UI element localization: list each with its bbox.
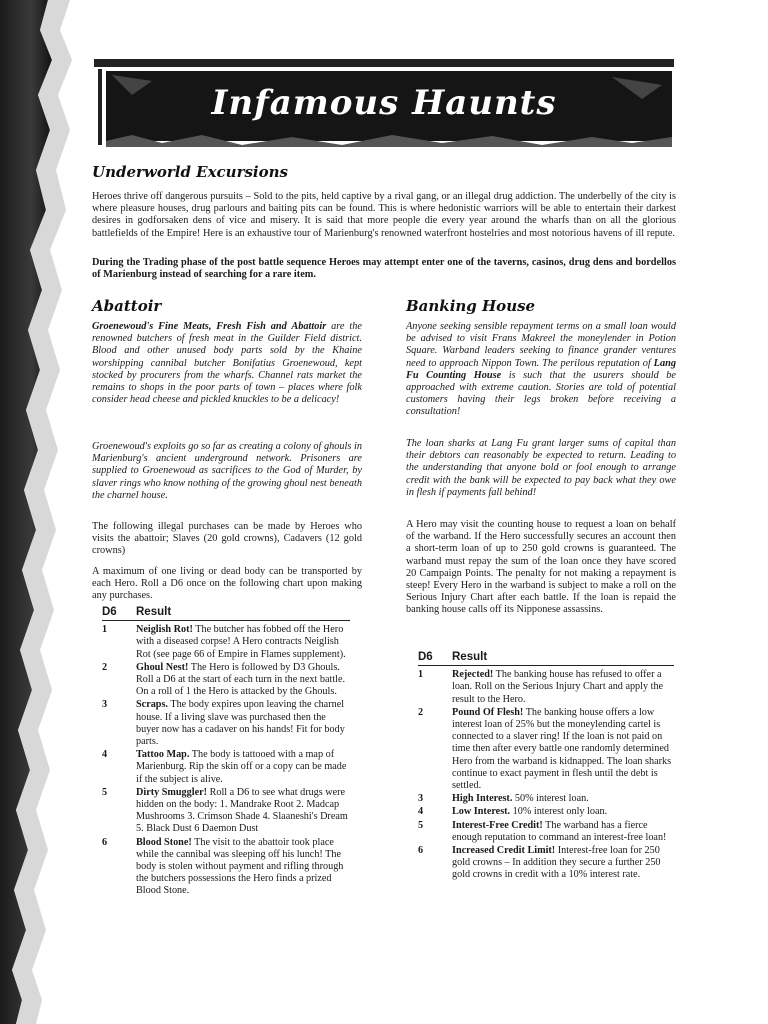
abattoir-table-header	[102, 606, 350, 621]
result-text: The body expires upon leaving the charnel house. If a living slave was purchased then the buyer now has a cadaver on his hands! Fit for body parts.	[136, 699, 345, 748]
result-title: High Interest.	[452, 793, 513, 805]
table-row	[418, 793, 674, 805]
roll-result	[452, 669, 674, 706]
table-row	[102, 624, 350, 661]
result-text: The butcher has fobbed off the Hero with a diseased corpse! A Hero contracts Neiglish Rot (see page 66 of Empire in Flames supplement).	[136, 624, 346, 660]
result-text: 10% interest only loan.	[510, 806, 608, 818]
result-text: The banking house has refused to offer a loan. Roll on the Serious Injury Chart and apply the result to the Hero.	[452, 669, 664, 705]
abattoir-purchases-paragraph: The following illegal purchases can be made by Heroes who visits the abattoir; Slaves (20 gold crowns), Cadavers (12 gold crowns)	[92, 521, 362, 557]
result-text: Interest-free loan for 250 gold crowns – In addition they secure a further 250 gold crowns in credit with a 10% interest rate.	[452, 845, 661, 881]
roll-result	[136, 662, 350, 699]
result-title: Scraps.	[136, 699, 168, 711]
banking-loan-sharks-paragraph: The loan sharks at Lang Fu grant larger sums of capital than their debtors can reasonably be expected to return. Leading to the understanding that anyone bold or fool enough to arrange credit with the bank will be expected to pay back what they owe in flesh if payments fall behind!	[406, 438, 676, 498]
roll-number: 1	[418, 669, 424, 681]
result-title: Ghoul Nest!	[136, 661, 189, 673]
roll-number: 6	[102, 836, 108, 848]
banking-intro-text-a: Anyone seeking sensible repayment terms on a small loan would be advised to visit Frans Makreel the moneylender in Potion Square. Warband leaders seeking to finance grander ventures need to approach Nippon Town. The perilous reputation of	[406, 321, 676, 369]
result-text: The Hero is followed by D3 Ghouls. Roll a D6 at the start of each turn in the next battle. On a roll of 1 the Hero is attacked by the Ghouls.	[136, 661, 346, 698]
roll-number: 3	[418, 793, 424, 805]
result-title: Blood Stone!	[136, 836, 192, 848]
banking-loan-paragraph: A Hero may visit the counting house to request a loan on behalf of the warband. If the Hero successfully secures an account then a short-term loan of up to 250 gold crowns is guaranteed. The warband must repay the sum of the loan once they have scored 20 Campaign Points. The penalty for not making a repayment is steep! Every Hero in the warband is subject to make a roll on the Serious Injury Chart after each battle. If the loan is repaid the banking house calls off its Nipponese assassins.	[406, 519, 676, 616]
table-row	[102, 699, 350, 748]
roll-number: 5	[102, 786, 108, 798]
roll-result	[452, 820, 674, 844]
table-row	[418, 669, 674, 706]
result-title: Neiglish Rot!	[136, 624, 193, 636]
roll-result	[136, 699, 350, 748]
title-banner	[92, 55, 676, 150]
roll-number: 3	[102, 699, 108, 711]
abattoir-name: Groenewoud's Fine Meats, Fresh Fish and Abattoir	[92, 321, 327, 332]
result-title: Low Interest.	[452, 806, 511, 818]
banking-table	[418, 651, 674, 883]
roll-number: 4	[418, 806, 424, 818]
roll-number: 4	[102, 749, 108, 761]
roll-result	[452, 845, 674, 882]
abattoir-table	[102, 606, 350, 899]
roll-result	[136, 837, 350, 898]
abattoir-heading: Abattoir	[92, 297, 162, 315]
d6-header: D6	[418, 651, 433, 663]
table-row	[102, 749, 350, 786]
roll-number: 2	[102, 661, 108, 673]
abattoir-intro-text: are the renowned butchers of fresh meat in the Guilder Field district. Blood and other unused body parts sold by the Khaine worshipping cannibal butcher Bonifatius Groenewoud, kept stocked by procurers from the wharfs. Channel rats market the remains to shops in the poor parts of town – places where folk consider head cheese and pickled knuckles to be a delicacy!	[92, 321, 362, 406]
result-title: Pound Of Flesh!	[452, 706, 524, 718]
intro-paragraph: Heroes thrive off dangerous pursuits – Sold to the pits, held captive by a rival gang, or an illegal drug addiction. The underbelly of the city is where pleasure houses, drug parlours and baiting pits can be found. This is where hedonistic warriors will be able to entertain their darkest desires in godforsaken dens of vice and misery. It is said that more people die every year around the wharfs than on all the glorious battlefields of the Empire! Here is an exhaustive tour of Marienburg's renowned waterfront hostelries and most notorious havens of ill repute.	[92, 191, 676, 239]
table-row	[418, 707, 674, 792]
d6-header: D6	[102, 606, 117, 618]
roll-result	[452, 707, 674, 792]
result-text: The banking house offers a low interest loan of 25% but the moneylending cartel is connected to a slaver ring! If the loan is not paid on time then after every battle one randomly determined Hero from the warband is kidnapped. The loan sharks continue to exact payment in flesh until the debt is settled.	[452, 706, 672, 792]
result-title: Rejected!	[452, 669, 494, 681]
banking-intro	[406, 321, 676, 419]
roll-number: 2	[418, 706, 424, 718]
abattoir-ghouls-paragraph: Groenewoud's exploits go so far as creating a colony of ghouls in Marienburg's ancient underground network. Prisoners are supplied to Groenewoud as sacrifices to the God of Murder, by slaver rings who know nothing of the growing ghoul nest beneath the charnel house.	[92, 441, 362, 501]
table-row	[102, 837, 350, 898]
banking-table-header	[418, 651, 674, 666]
result-title: Interest-Free Credit!	[452, 819, 543, 831]
table-row	[102, 787, 350, 836]
page-title: Infamous Haunts	[211, 82, 557, 123]
roll-number: 1	[102, 624, 108, 636]
table-row	[418, 806, 674, 818]
roll-result	[452, 793, 674, 805]
roll-result	[136, 787, 350, 836]
table-row	[418, 820, 674, 844]
roll-number: 5	[418, 819, 424, 831]
roll-number: 6	[418, 845, 424, 857]
abattoir-maximum-paragraph: A maximum of one living or dead body can be transported by each Hero. Roll a D6 once on the following chart upon making any purchases.	[92, 566, 362, 602]
abattoir-intro	[92, 321, 362, 406]
result-text: Roll a D6 to see what drugs were hidden on the body: 1. Mandrake Root 2. Madcap Mushrooms 3. Crimson Shade 4. Slaaneshi's Dream 5. Black Dust 6 Daemon Dust	[136, 786, 348, 835]
result-title: Increased Credit Limit!	[452, 845, 556, 857]
result-text: The visit to the abattoir took place while the cannibal was sleeping off his lunch! The body is stolen without payment and rifling through the butchers possessions the Hero finds a prized Blood Stone.	[136, 836, 344, 897]
result-header: Result	[452, 651, 488, 663]
trading-phase-note: During the Trading phase of the post battle sequence Heroes may attempt enter one of the taverns, casinos, drug dens and bordellos of Marienburg instead of searching for a rare item.	[92, 257, 676, 281]
table-row	[102, 662, 350, 699]
result-title: Tattoo Map.	[136, 749, 190, 761]
roll-result	[136, 624, 350, 661]
intro-heading: Underworld Excursions	[92, 163, 288, 181]
torn-page-edge	[0, 0, 100, 1024]
banking-heading: Banking House	[406, 297, 536, 315]
lang-fu-name: Lang Fu Counting House	[406, 357, 676, 381]
table-row	[418, 845, 674, 882]
result-header: Result	[136, 606, 172, 618]
roll-result	[452, 806, 674, 818]
result-text: 50% interest loan.	[512, 793, 589, 805]
result-text: The body is tattooed with a map of Marienburg. Rip the skin off or a copy can be made if the subject is alive.	[136, 749, 347, 785]
result-title: Dirty Smuggler!	[136, 786, 208, 798]
roll-result	[136, 749, 350, 786]
banking-intro-text-b: is such that the usurers should be approached with extreme caution. Stories are told of potential customers having their legs broken before receiving a consultation!	[406, 369, 676, 418]
result-text: The warband has a fierce enough reputation to command an interest-free loan!	[452, 819, 667, 843]
